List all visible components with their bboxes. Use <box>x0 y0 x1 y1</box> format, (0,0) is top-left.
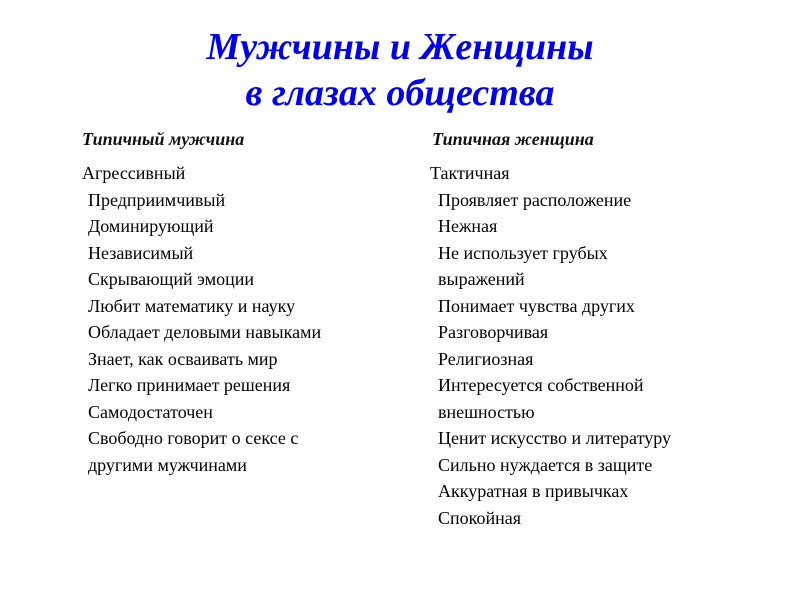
women-trait: Религиозная <box>438 348 534 369</box>
men-trait: другими мужчинами <box>88 454 247 475</box>
men-traits-list <box>82 160 321 478</box>
women-trait: внешностью <box>438 401 535 422</box>
men-column-heading: Типичный мужчина <box>82 129 245 149</box>
women-trait: Разговорчивая <box>438 322 549 342</box>
women-trait: Аккуратная в привычках <box>438 481 629 501</box>
women-trait: Спокойная <box>438 507 522 528</box>
women-trait: Проявляет расположение <box>438 189 632 210</box>
women-trait: Не использует грубых <box>438 242 608 263</box>
women-trait: Сильно нуждается в защите <box>438 454 653 475</box>
women-traits-list <box>430 160 671 531</box>
men-trait: Обладает деловыми навыками <box>88 322 322 342</box>
men-trait: Независимый <box>88 242 194 263</box>
women-trait: Ценит искусство и литературу <box>438 428 671 448</box>
men-trait: Легко принимает решения <box>88 375 291 395</box>
men-trait: Доминирующий <box>88 216 214 236</box>
women-trait: выражений <box>438 269 525 289</box>
men-trait: Предприимчивый <box>88 189 226 210</box>
women-trait: Понимает чувства других <box>438 295 635 316</box>
men-trait: Самодостаточен <box>88 401 213 422</box>
women-trait: Интересуется собственной <box>438 375 644 395</box>
men-trait: Свободно говорит о сексе с <box>88 428 299 448</box>
women-trait: Тактичная <box>430 163 510 183</box>
men-trait: Знает, как осваивать мир <box>88 348 278 369</box>
women-column-heading: Типичная женщина <box>432 129 594 149</box>
slide-title <box>0 24 800 116</box>
title-line-1: Мужчины и Женщины <box>206 26 594 68</box>
men-trait: Агрессивный <box>82 163 186 183</box>
women-trait: Нежная <box>438 216 498 236</box>
title-line-2: в глазах общества <box>245 72 555 114</box>
men-trait: Любит математику и науку <box>88 295 296 316</box>
men-trait: Скрывающий эмоции <box>88 269 255 289</box>
